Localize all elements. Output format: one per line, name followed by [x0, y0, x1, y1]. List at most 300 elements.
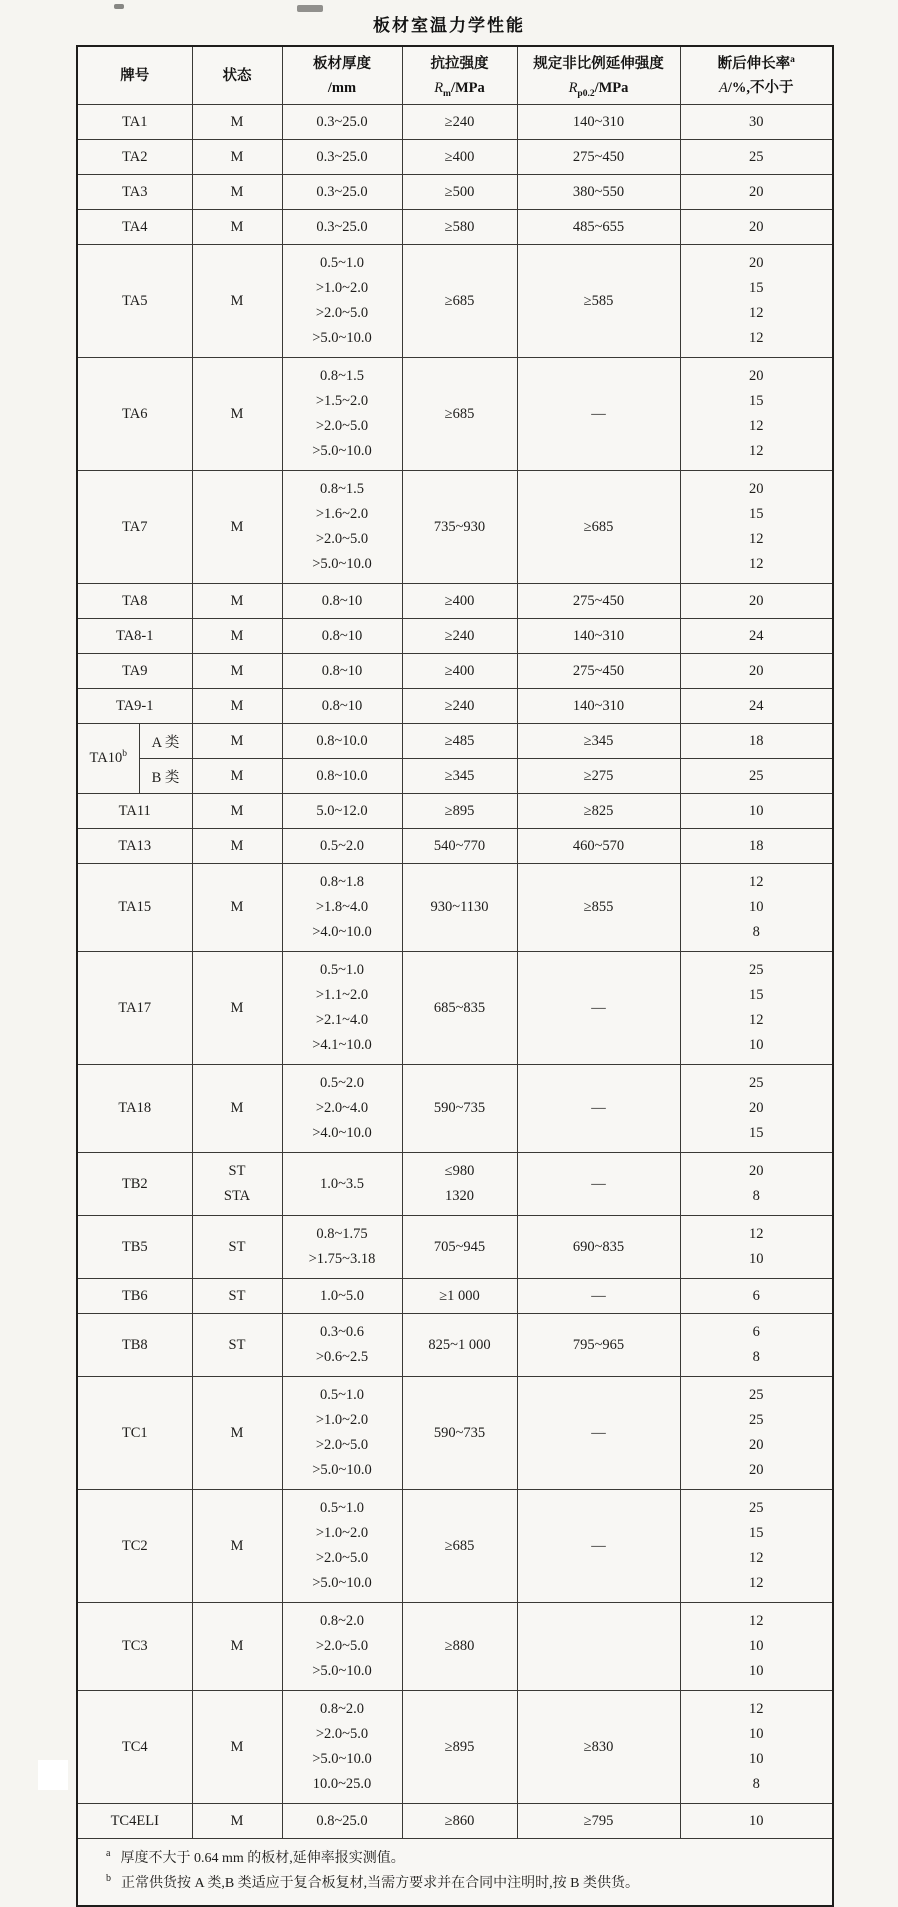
cell-line: M [230, 999, 244, 1016]
cell-line: 0.8~1.5 [319, 481, 365, 497]
yield-strength-cell [517, 1490, 680, 1603]
tensile-strength-cell [402, 1153, 517, 1216]
table-row [77, 1065, 833, 1153]
thickness-cell [282, 864, 402, 952]
condition-cell [192, 140, 282, 175]
grade-label: TB5 [121, 1238, 148, 1255]
cell-line: >2.0~5.0 [315, 1726, 369, 1742]
grade-label: TC1 [121, 1424, 148, 1441]
grade-label: TA2 [122, 148, 148, 165]
cell-line: — [591, 1537, 606, 1554]
col-header-thickness-line1: 板材厚度 [313, 55, 371, 72]
cell-line: ≥485 [444, 732, 475, 749]
condition-cell [192, 471, 282, 584]
cell-line: 0.8~1.75 [316, 1226, 368, 1242]
cell-line: 20 [749, 481, 764, 497]
grade-cell [77, 654, 192, 689]
tensile-strength-cell [402, 210, 517, 245]
grade-cell [77, 864, 192, 952]
cell-line: >1.0~2.0 [315, 1525, 369, 1541]
grade-label: TC3 [121, 1638, 148, 1654]
elongation-cell [680, 1279, 833, 1314]
cell-line: 930~1130 [430, 899, 489, 915]
scan-patch [38, 1760, 68, 1790]
grade-label: TA13 [118, 837, 152, 854]
cell-line: ≥1 000 [439, 1287, 480, 1304]
grade-cell [77, 245, 192, 358]
thickness-cell [282, 105, 402, 140]
cell-line: 1.0~5.0 [319, 1287, 365, 1304]
cell-line: 0.3~25.0 [316, 183, 368, 200]
cell-line: >5.0~10.0 [312, 1575, 372, 1591]
tensile-strength-cell [402, 471, 517, 584]
yield-strength-cell [517, 245, 680, 358]
cell-line: 25 [749, 962, 764, 978]
grade-class-cell: A 类 [139, 724, 192, 759]
yield-strength-cell [517, 952, 680, 1065]
cell-line: 0.8~1.5 [319, 368, 365, 384]
cell-line: — [591, 1100, 606, 1116]
elongation-cell [680, 245, 833, 358]
footnote-a [106, 1846, 820, 1871]
cell-line: 30 [749, 113, 764, 130]
cell-line: 12 [749, 874, 764, 890]
thickness-cell [282, 1804, 402, 1839]
cell-line: M [230, 837, 244, 854]
cell-line: 20 [749, 218, 764, 235]
tensile-strength-cell [402, 794, 517, 829]
yield-strength-cell [517, 864, 680, 952]
cell-line: ≥825 [583, 802, 614, 819]
cell-line: >4.0~10.0 [312, 1125, 372, 1141]
cell-line: 0.8~1.8 [319, 874, 365, 890]
cell-line: 140~310 [572, 697, 625, 714]
yield-strength-cell [517, 1153, 680, 1216]
cell-line: >5.0~10.0 [312, 443, 372, 459]
grade-cell [77, 1314, 192, 1377]
cell-line: 0.8~10 [321, 697, 363, 714]
yield-strength-cell [517, 794, 680, 829]
grade-label: TC4ELI [110, 1812, 159, 1829]
cell-line: 25 [749, 1075, 764, 1091]
cell-line: 485~655 [572, 218, 625, 235]
table-row [77, 794, 833, 829]
elongation-cell [680, 1216, 833, 1279]
condition-cell [192, 1490, 282, 1603]
cell-line: 20 [749, 255, 764, 271]
cell-line: 25 [749, 767, 764, 784]
cell-line: 8 [752, 924, 760, 940]
cell-line: 0.3~25.0 [316, 148, 368, 165]
mechanical-properties-table [76, 45, 834, 1907]
cell-line: 590~735 [433, 1100, 486, 1116]
thickness-cell [282, 794, 402, 829]
tensile-unit: /MPa [450, 79, 485, 96]
cell-line: ≥880 [444, 1638, 475, 1654]
cell-line: 10 [749, 1751, 764, 1767]
col-header-grade [77, 46, 192, 105]
grade-cell [77, 619, 192, 654]
condition-cell [192, 759, 282, 794]
grade-cell [77, 1377, 192, 1490]
col-header-condition [192, 46, 282, 105]
grade-label: TC4 [121, 1738, 148, 1755]
grade-label: TA15 [118, 899, 152, 915]
elongation-cell [680, 794, 833, 829]
elongation-cell [680, 864, 833, 952]
footnote-b [106, 1871, 820, 1896]
footnote-a-ref: a [790, 54, 795, 65]
tensile-strength-cell [402, 245, 517, 358]
cell-line: ≥830 [583, 1738, 614, 1755]
table-row [77, 1153, 833, 1216]
cell-line: >0.6~2.5 [315, 1349, 369, 1365]
grade-cell [77, 952, 192, 1065]
cell-line: 6 [752, 1324, 760, 1340]
cell-line: 12 [749, 1701, 764, 1717]
cell-line: 25 [749, 148, 764, 165]
cell-line: 275~450 [572, 148, 625, 165]
grade-label: TA9 [122, 662, 148, 679]
condition-cell [192, 1065, 282, 1153]
cell-line: 20 [749, 1462, 764, 1478]
grade-cell [77, 358, 192, 471]
yield-symbol: R [568, 79, 578, 96]
grade-cell [77, 1279, 192, 1314]
yield-strength-cell [517, 210, 680, 245]
cell-line: 15 [749, 987, 764, 1003]
grade-label: TA17 [118, 999, 152, 1016]
col-header-thickness [282, 46, 402, 105]
cell-line: 12 [749, 1613, 764, 1629]
grade-cell [77, 794, 192, 829]
cell-line: ≥685 [583, 518, 614, 535]
cell-line: ≥685 [444, 405, 475, 422]
col-header-yield-line1: 规定非比例延伸强度 [533, 55, 664, 72]
cell-line: 0.8~10.0 [316, 732, 368, 749]
condition-cell [192, 794, 282, 829]
cell-line: 12 [749, 305, 764, 321]
table-row [77, 1377, 833, 1490]
yield-strength-cell [517, 105, 680, 140]
cell-line: 0.5~1.0 [319, 1500, 365, 1516]
cell-line: >1.8~4.0 [315, 899, 369, 915]
tensile-strength-cell [402, 1216, 517, 1279]
grade-label: TB8 [121, 1336, 148, 1353]
cell-line: 8 [752, 1188, 760, 1204]
cell-line: 12 [749, 1550, 764, 1566]
tensile-strength-cell [402, 619, 517, 654]
table-row [77, 1279, 833, 1314]
cell-line: >1.0~2.0 [315, 1412, 369, 1428]
condition-cell [192, 175, 282, 210]
cell-line: 12 [749, 1012, 764, 1028]
cell-line: ≥240 [444, 627, 475, 644]
cell-line: ≥240 [444, 697, 475, 714]
cell-line: ≥585 [583, 292, 614, 309]
col-header-condition-label: 状态 [222, 67, 252, 84]
cell-line: 6 [752, 1287, 760, 1304]
tensile-strength-cell [402, 1691, 517, 1804]
elongation-cell [680, 175, 833, 210]
col-header-yield [517, 46, 680, 105]
tensile-strength-cell [402, 689, 517, 724]
cell-line: 12 [749, 443, 764, 459]
grade-label: TA8 [122, 592, 148, 609]
tensile-strength-cell [402, 105, 517, 140]
cell-line: 1320 [445, 1188, 474, 1204]
table-footnotes [77, 1839, 833, 1907]
thickness-cell [282, 1216, 402, 1279]
cell-line: 140~310 [572, 113, 625, 130]
tensile-strength-cell [402, 1279, 517, 1314]
condition-cell [192, 1314, 282, 1377]
condition-cell [192, 245, 282, 358]
condition-cell [192, 1603, 282, 1691]
col-header-elongation-line1 [681, 52, 833, 76]
cell-line: >1.6~2.0 [315, 506, 369, 522]
col-header-elongation [680, 46, 833, 105]
table-row [77, 584, 833, 619]
cell-line: >2.0~5.0 [315, 531, 369, 547]
table-header [77, 46, 833, 105]
col-header-thickness-line2: /mm [327, 79, 357, 96]
cell-line: >2.0~5.0 [315, 1437, 369, 1453]
elongation-label: 断后伸长率 [717, 55, 791, 72]
elongation-cell [680, 829, 833, 864]
thickness-cell [282, 584, 402, 619]
cell-line: 8 [752, 1776, 760, 1792]
tensile-strength-cell [402, 358, 517, 471]
header-row [77, 46, 833, 105]
cell-line: M [230, 1638, 244, 1654]
thickness-cell [282, 1603, 402, 1691]
tensile-strength-cell [402, 1804, 517, 1839]
tensile-strength-cell [402, 1603, 517, 1691]
cell-line: 0.3~25.0 [316, 218, 368, 235]
cell-line: ≥685 [444, 292, 475, 309]
cell-line: >1.75~3.18 [308, 1251, 376, 1267]
grade-cell [77, 1153, 192, 1216]
cell-line: 12 [749, 418, 764, 434]
footnote-a-marker: a [106, 1848, 111, 1860]
tensile-symbol: R [434, 79, 444, 96]
yield-strength-cell [517, 1216, 680, 1279]
elongation-cell [680, 1065, 833, 1153]
grade-cell [77, 471, 192, 584]
elongation-cell [680, 619, 833, 654]
grade-label: TB2 [121, 1175, 148, 1192]
cell-line: >1.5~2.0 [315, 393, 369, 409]
elongation-cell [680, 140, 833, 175]
condition-cell [192, 105, 282, 140]
grade-label: TA3 [122, 183, 148, 200]
elongation-cell [680, 210, 833, 245]
thickness-cell [282, 471, 402, 584]
cell-line: ST [228, 1287, 246, 1304]
yield-strength-cell [517, 471, 680, 584]
cell-line: 10 [749, 899, 764, 915]
cell-line: M [230, 1537, 244, 1554]
yield-strength-cell [517, 1377, 680, 1490]
yield-strength-cell [517, 1804, 680, 1839]
condition-cell [192, 1279, 282, 1314]
cell-line: ≥345 [444, 767, 475, 784]
cell-line: 20 [749, 183, 764, 200]
tensile-strength-cell [402, 864, 517, 952]
table-row [77, 105, 833, 140]
yield-strength-cell [517, 1314, 680, 1377]
cell-line: 18 [749, 837, 764, 854]
table-row [77, 654, 833, 689]
cell-line: ≥345 [583, 732, 614, 749]
tensile-strength-cell [402, 654, 517, 689]
thickness-cell [282, 724, 402, 759]
grade-cell [77, 140, 192, 175]
cell-line: 735~930 [433, 518, 486, 535]
thickness-cell [282, 210, 402, 245]
elongation-criterion: /%,不小于 [727, 79, 794, 96]
table-row [77, 1490, 833, 1603]
tensile-strength-cell [402, 1490, 517, 1603]
cell-line: 15 [749, 1525, 764, 1541]
elongation-cell [680, 724, 833, 759]
cell-line: M [230, 113, 244, 130]
tensile-strength-cell [402, 175, 517, 210]
cell-line: M [230, 518, 244, 535]
elongation-cell [680, 1490, 833, 1603]
yield-strength-cell [517, 689, 680, 724]
cell-line: 0.8~10 [321, 662, 363, 679]
cell-line: 0.8~10 [321, 627, 363, 644]
grade-label: TA4 [122, 218, 148, 235]
cell-line: ≥400 [444, 662, 475, 679]
condition-cell [192, 1153, 282, 1216]
yield-strength-cell [517, 759, 680, 794]
cell-line: 12 [749, 1226, 764, 1242]
cell-line: M [230, 662, 244, 679]
cell-line: 380~550 [572, 183, 625, 200]
cell-line: 25 [749, 1387, 764, 1403]
cell-line: 18 [749, 732, 764, 749]
condition-cell [192, 654, 282, 689]
cell-line: 0.8~25.0 [316, 1812, 368, 1829]
thickness-cell [282, 1065, 402, 1153]
cell-line: 0.5~1.0 [319, 962, 365, 978]
grade-cell [77, 689, 192, 724]
thickness-cell [282, 140, 402, 175]
footnote-row [77, 1839, 833, 1907]
cell-line: — [591, 999, 606, 1016]
cell-line: M [230, 405, 244, 422]
table-row [77, 759, 833, 794]
thickness-cell [282, 654, 402, 689]
yield-strength-cell [517, 1691, 680, 1804]
yield-strength-cell [517, 619, 680, 654]
cell-line: ≥685 [444, 1537, 475, 1554]
cell-line: ≥500 [444, 183, 475, 200]
thickness-cell [282, 689, 402, 724]
cell-line: M [230, 899, 244, 915]
cell-line: 12 [749, 556, 764, 572]
grade-cell [77, 829, 192, 864]
thickness-cell [282, 1153, 402, 1216]
cell-line: 25 [749, 1412, 764, 1428]
table-row [77, 1216, 833, 1279]
elongation-cell [680, 105, 833, 140]
cell-line: 825~1 000 [428, 1336, 491, 1353]
cell-line: M [230, 592, 244, 609]
cell-line: 5.0~12.0 [316, 802, 368, 819]
elongation-cell [680, 689, 833, 724]
thickness-cell [282, 1691, 402, 1804]
cell-line: >2.0~5.0 [315, 418, 369, 434]
cell-line: 15 [749, 280, 764, 296]
cell-line: >2.1~4.0 [315, 1012, 369, 1028]
grade-label: TC2 [121, 1537, 148, 1554]
cell-line: >4.1~10.0 [312, 1037, 372, 1053]
cell-line: 275~450 [572, 662, 625, 679]
grade-class-cell: B 类 [139, 759, 192, 794]
table-row [77, 140, 833, 175]
cell-line: 15 [749, 506, 764, 522]
cell-line: 10 [749, 802, 764, 819]
cell-line: >2.0~5.0 [315, 1638, 369, 1654]
condition-cell [192, 619, 282, 654]
cell-line: 8 [752, 1349, 760, 1365]
thickness-cell [282, 1279, 402, 1314]
yield-strength-cell [517, 175, 680, 210]
cell-line: ST [228, 1238, 246, 1255]
cell-line: 0.3~0.6 [319, 1324, 365, 1340]
elongation-cell [680, 1314, 833, 1377]
cell-line: 10.0~25.0 [312, 1776, 372, 1792]
yield-strength-cell [517, 1065, 680, 1153]
elongation-cell [680, 471, 833, 584]
cell-line: >5.0~10.0 [312, 1751, 372, 1767]
yield-strength-cell [517, 140, 680, 175]
footnote-b-ref: b [122, 749, 127, 760]
cell-line: 10 [749, 1251, 764, 1267]
cell-line: 15 [749, 1125, 764, 1141]
cell-line: M [230, 1812, 244, 1829]
elongation-symbol: A [718, 79, 728, 96]
thickness-cell [282, 245, 402, 358]
col-header-tensile-line1: 抗拉强度 [430, 55, 489, 72]
grade-label: TA9-1 [116, 697, 154, 714]
table-row [77, 1603, 833, 1691]
cell-line: >1.1~2.0 [315, 987, 369, 1003]
cell-line: M [230, 627, 244, 644]
cell-line: 0.8~2.0 [319, 1613, 365, 1629]
tensile-strength-cell [402, 759, 517, 794]
cell-line: M [230, 1100, 244, 1116]
cell-line: 10 [749, 1812, 764, 1829]
cell-line: ≥400 [444, 592, 475, 609]
grade-cell [77, 1216, 192, 1279]
condition-cell [192, 1804, 282, 1839]
thickness-cell [282, 952, 402, 1065]
table-row [77, 210, 833, 245]
cell-line: 275~450 [572, 592, 625, 609]
cell-line: >5.0~10.0 [312, 1663, 372, 1679]
cell-line: M [230, 183, 244, 200]
table-row [77, 175, 833, 210]
cell-line: 12 [749, 531, 764, 547]
col-header-tensile [402, 46, 517, 105]
table-row [77, 1804, 833, 1839]
yield-strength-cell [517, 358, 680, 471]
